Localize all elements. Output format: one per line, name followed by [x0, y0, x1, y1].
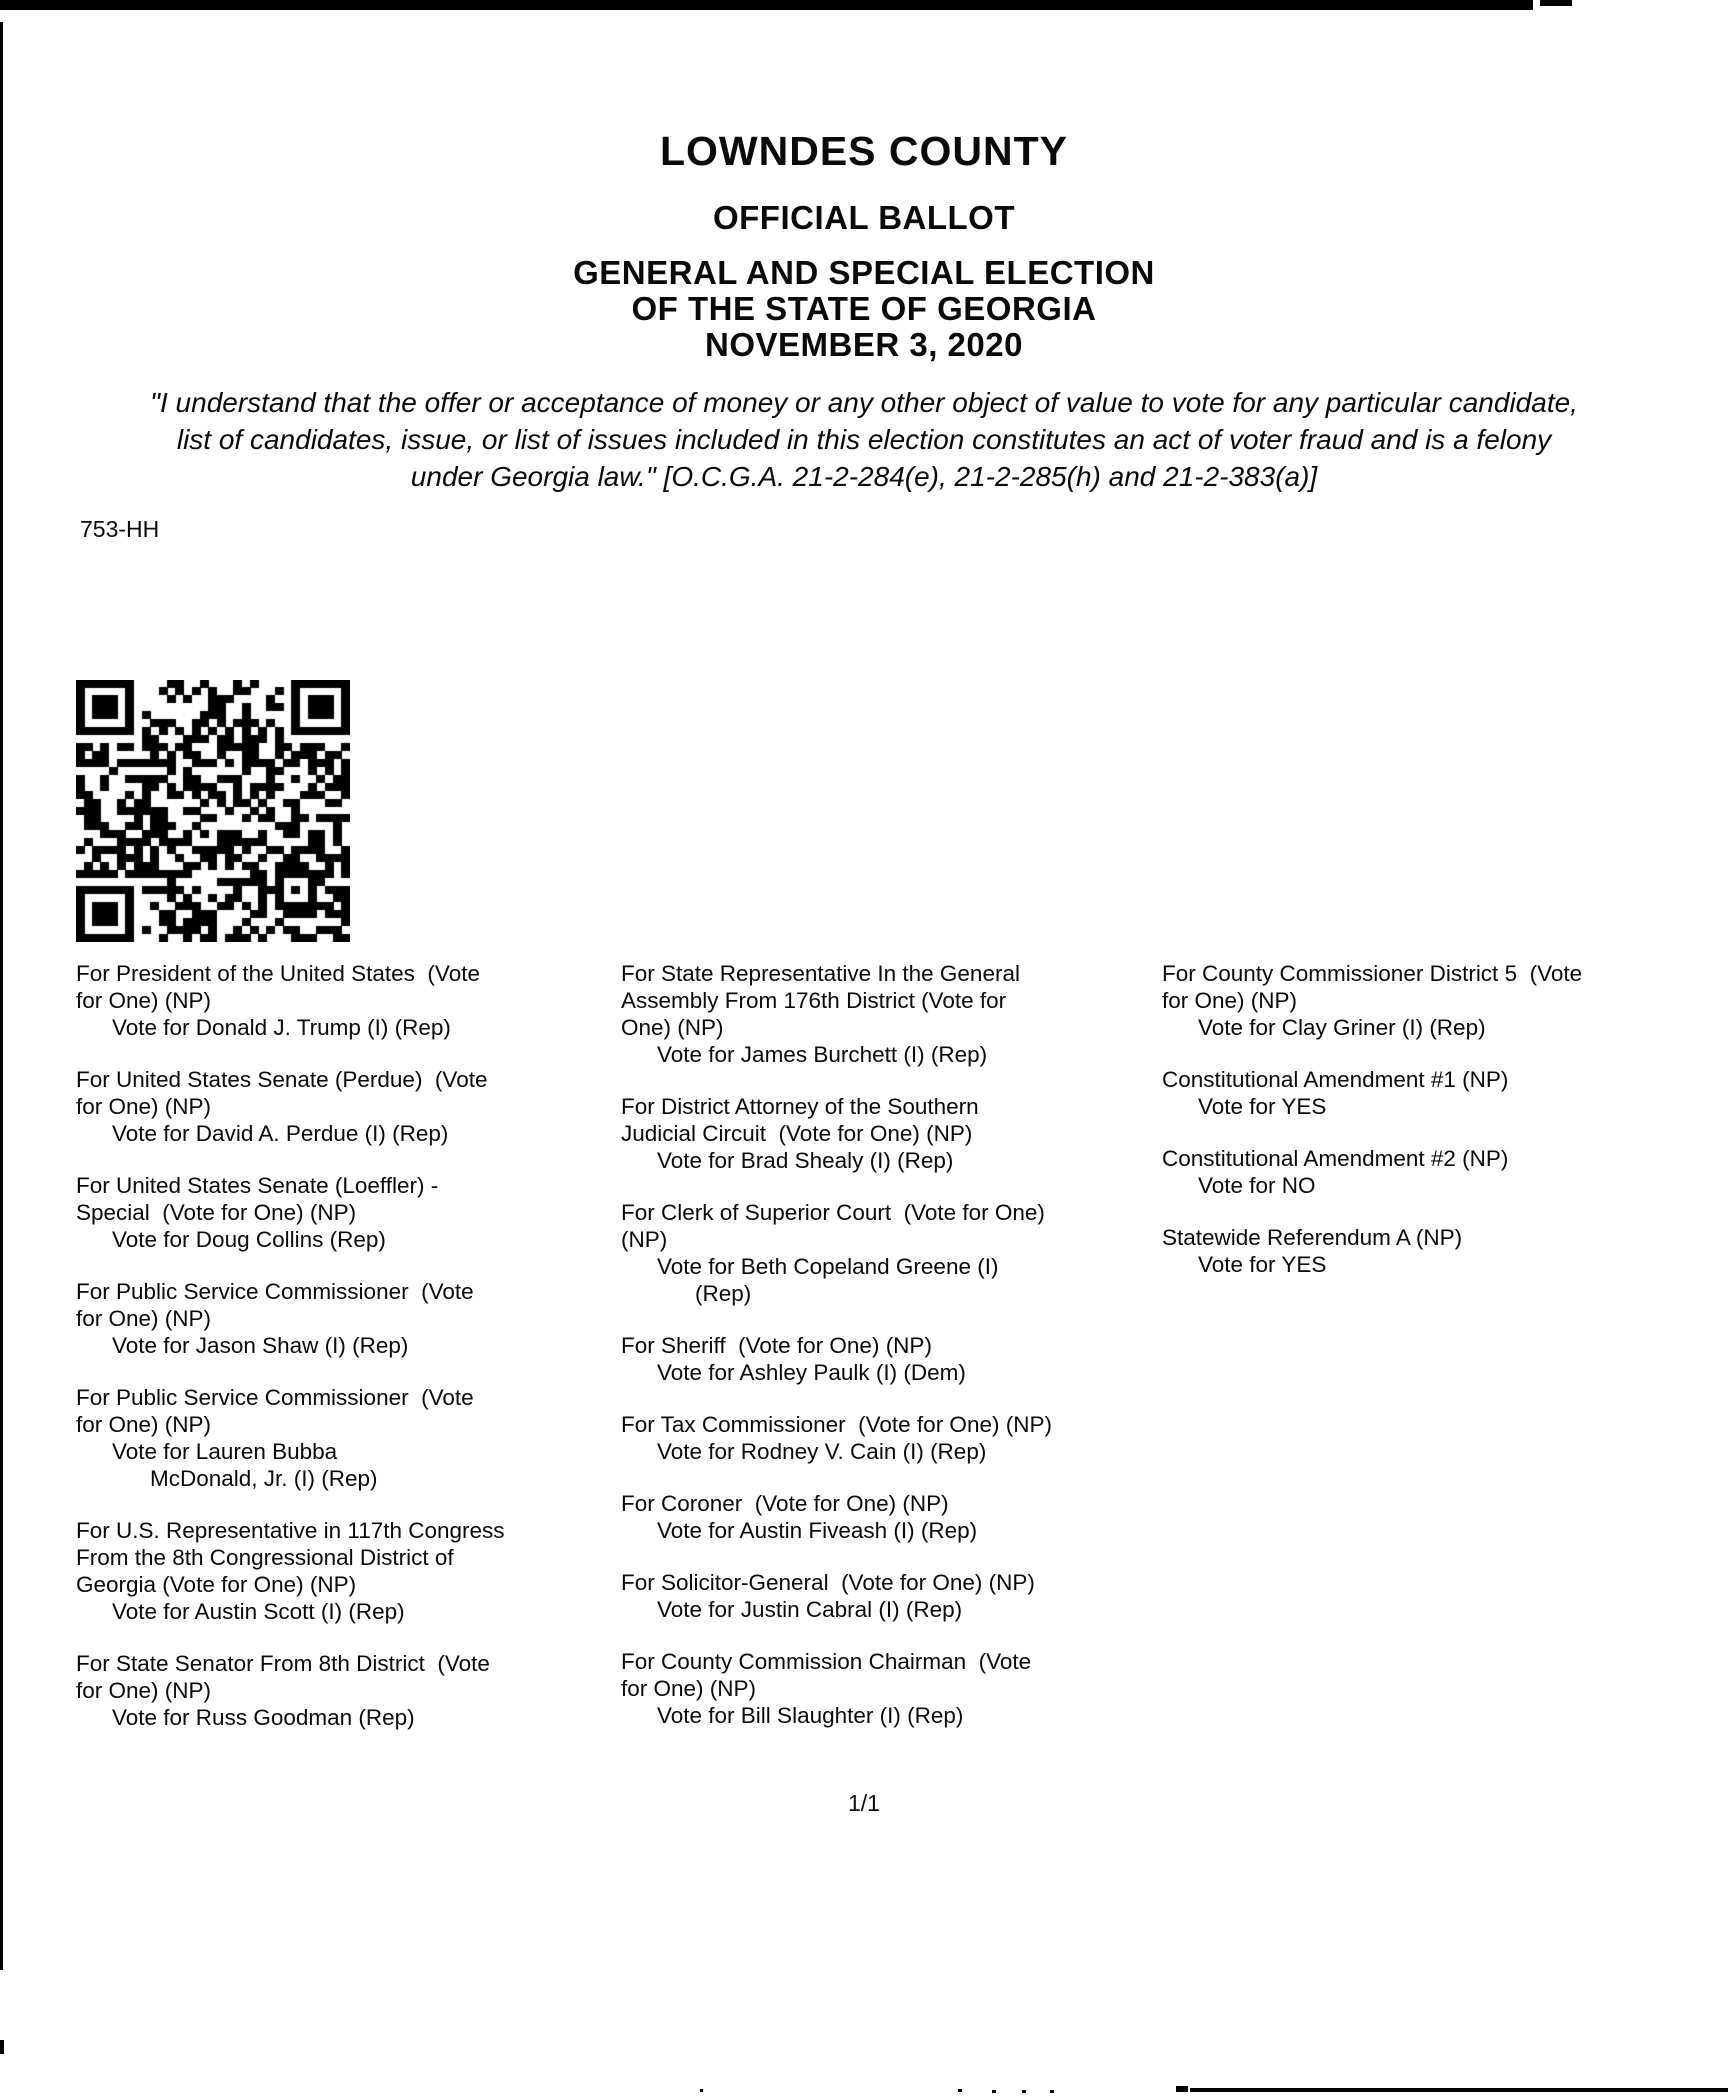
contest-selection-line: Vote for Russ Goodman (Rep)	[112, 1705, 415, 1730]
contest-selection-line: Vote for Austin Fiveash (I) (Rep)	[657, 1518, 978, 1543]
contest-title-line: for One) (NP)	[76, 988, 212, 1013]
contest-block	[621, 1648, 1146, 1729]
contest-block	[76, 1172, 601, 1253]
election-title	[0, 255, 1728, 363]
contest-title-line: For Public Service Commissioner (Vote	[76, 1279, 474, 1304]
contest-title-line: for One) (NP)	[76, 1306, 212, 1331]
contest-title-line: for One) (NP)	[76, 1094, 212, 1119]
contest-selection-line: Vote for Justin Cabral (I) (Rep)	[657, 1597, 963, 1622]
contest-selection-line: Vote for Brad Shealy (I) (Rep)	[657, 1148, 954, 1173]
contest-selection-line: McDonald, Jr. (I) (Rep)	[150, 1466, 378, 1491]
contest-title-line: For Sheriff (Vote for One) (NP)	[621, 1333, 932, 1358]
election-title-line: OF THE STATE OF GEORGIA	[631, 290, 1097, 327]
scan-left-blob	[0, 2040, 4, 2054]
contest-block	[621, 1569, 1146, 1623]
precinct-code: 753-HH	[80, 516, 160, 542]
page-number: 1/1	[848, 1790, 880, 1816]
contest-title-line: For Coroner (Vote for One) (NP)	[621, 1491, 949, 1516]
contest-block	[621, 960, 1146, 1068]
contest-selection-line: Vote for NO	[1198, 1173, 1316, 1198]
contest-title-line: Judicial Circuit (Vote for One) (NP)	[621, 1121, 973, 1146]
contest-title-line: From the 8th Congressional District of	[76, 1545, 454, 1570]
scan-top-bar	[0, 0, 1533, 10]
contest-selection-line: Vote for Clay Griner (I) (Rep)	[1198, 1015, 1486, 1040]
contest-title-line: Special (Vote for One) (NP)	[76, 1200, 357, 1225]
contest-title-line: Constitutional Amendment #2 (NP)	[1162, 1146, 1509, 1171]
contest-title-line: For President of the United States (Vote	[76, 961, 480, 986]
contest-selection-line: (Rep)	[695, 1281, 752, 1306]
scan-top-dash	[1540, 0, 1572, 6]
contest-title-line: for One) (NP)	[621, 1676, 757, 1701]
contest-block	[1162, 1224, 1728, 1278]
contest-title-line: For District Attorney of the Southern	[621, 1094, 979, 1119]
contest-selection-line: Vote for Austin Scott (I) (Rep)	[112, 1599, 405, 1624]
contest-title-line: For Solicitor-General (Vote for One) (NP)	[621, 1570, 1035, 1595]
fraud-notice-line: under Georgia law." [O.C.G.A. 21-2-284(e), 21-2-285(h) and 21-2-383(a)]	[410, 461, 1318, 492]
contest-block	[1162, 960, 1728, 1041]
contest-title-line: For U.S. Representative in 117th Congress	[76, 1518, 505, 1543]
contest-title-line: For United States Senate (Loeffler) -	[76, 1173, 439, 1198]
contest-block	[621, 1490, 1146, 1544]
contest-selection-line: Vote for Rodney V. Cain (I) (Rep)	[657, 1439, 987, 1464]
contest-title-line: for One) (NP)	[76, 1678, 212, 1703]
contest-selection-line: Vote for Doug Collins (Rep)	[112, 1227, 386, 1252]
contest-column-3	[1162, 960, 1728, 1303]
contest-block	[621, 1332, 1146, 1386]
ballot-type: OFFICIAL BALLOT	[712, 199, 1016, 236]
election-title-line: GENERAL AND SPECIAL ELECTION	[573, 254, 1155, 291]
qr-code-icon	[76, 680, 350, 942]
contest-title-line: For Clerk of Superior Court (Vote for One)	[621, 1200, 1045, 1225]
contest-block	[76, 1517, 601, 1625]
contest-title-line: For United States Senate (Perdue) (Vote	[76, 1067, 488, 1092]
contest-block	[76, 1066, 601, 1147]
contest-selection-line: Vote for James Burchett (I) (Rep)	[657, 1042, 988, 1067]
contest-title-line: for One) (NP)	[76, 1412, 212, 1437]
contest-selection-line: Vote for Lauren Bubba	[112, 1439, 338, 1464]
contest-block	[621, 1093, 1146, 1174]
contest-selection-line: Vote for Jason Shaw (I) (Rep)	[112, 1333, 409, 1358]
contest-title-line: For County Commissioner District 5 (Vote	[1162, 961, 1583, 986]
contest-selection-line: Vote for YES	[1198, 1094, 1327, 1119]
contest-column-2	[621, 960, 1146, 1754]
fraud-notice-line: "I understand that the offer or acceptance of money or any other object of value to vote for any particular candidate,	[150, 387, 1578, 418]
contest-selection-line: Vote for Donald J. Trump (I) (Rep)	[112, 1015, 451, 1040]
contest-selection-line: Vote for David A. Perdue (I) (Rep)	[112, 1121, 449, 1146]
contest-block	[1162, 1066, 1728, 1120]
fraud-notice-line: list of candidates, issue, or list of issues included in this election constitutes an act of voter fraud and is a felony	[176, 424, 1552, 455]
contest-title-line: Statewide Referendum A (NP)	[1162, 1225, 1463, 1250]
contest-block	[76, 1650, 601, 1731]
contest-title-line: (NP)	[621, 1227, 668, 1252]
contest-block	[76, 1278, 601, 1359]
contest-block	[621, 1199, 1146, 1307]
contest-column-1	[76, 960, 601, 1756]
contest-block	[76, 960, 601, 1041]
contest-title-line: For County Commission Chairman (Vote	[621, 1649, 1032, 1674]
contest-selection-line: Vote for YES	[1198, 1252, 1327, 1277]
election-title-line: NOVEMBER 3, 2020	[705, 326, 1023, 363]
contest-title-line: Assembly From 176th District (Vote for	[621, 988, 1007, 1013]
contest-block	[1162, 1145, 1728, 1199]
county-title: LOWNDES COUNTY	[659, 128, 1069, 174]
contest-title-line: One) (NP)	[621, 1015, 724, 1040]
contest-selection-line: Vote for Ashley Paulk (I) (Dem)	[657, 1360, 966, 1385]
contest-title-line: Georgia (Vote for One) (NP)	[76, 1572, 357, 1597]
contest-title-line: for One) (NP)	[1162, 988, 1298, 1013]
fraud-notice	[0, 384, 1728, 495]
contest-selection-line: Vote for Bill Slaughter (I) (Rep)	[657, 1703, 964, 1728]
contest-title-line: For Tax Commissioner (Vote for One) (NP)	[621, 1412, 1052, 1437]
contest-title-line: For State Representative In the General	[621, 961, 1020, 986]
contest-title-line: Constitutional Amendment #1 (NP)	[1162, 1067, 1509, 1092]
contest-title-line: For State Senator From 8th District (Vote	[76, 1651, 490, 1676]
contest-block	[76, 1384, 601, 1492]
contest-block	[621, 1411, 1146, 1465]
contest-selection-line: Vote for Beth Copeland Greene (I)	[657, 1254, 999, 1279]
contest-title-line: For Public Service Commissioner (Vote	[76, 1385, 474, 1410]
